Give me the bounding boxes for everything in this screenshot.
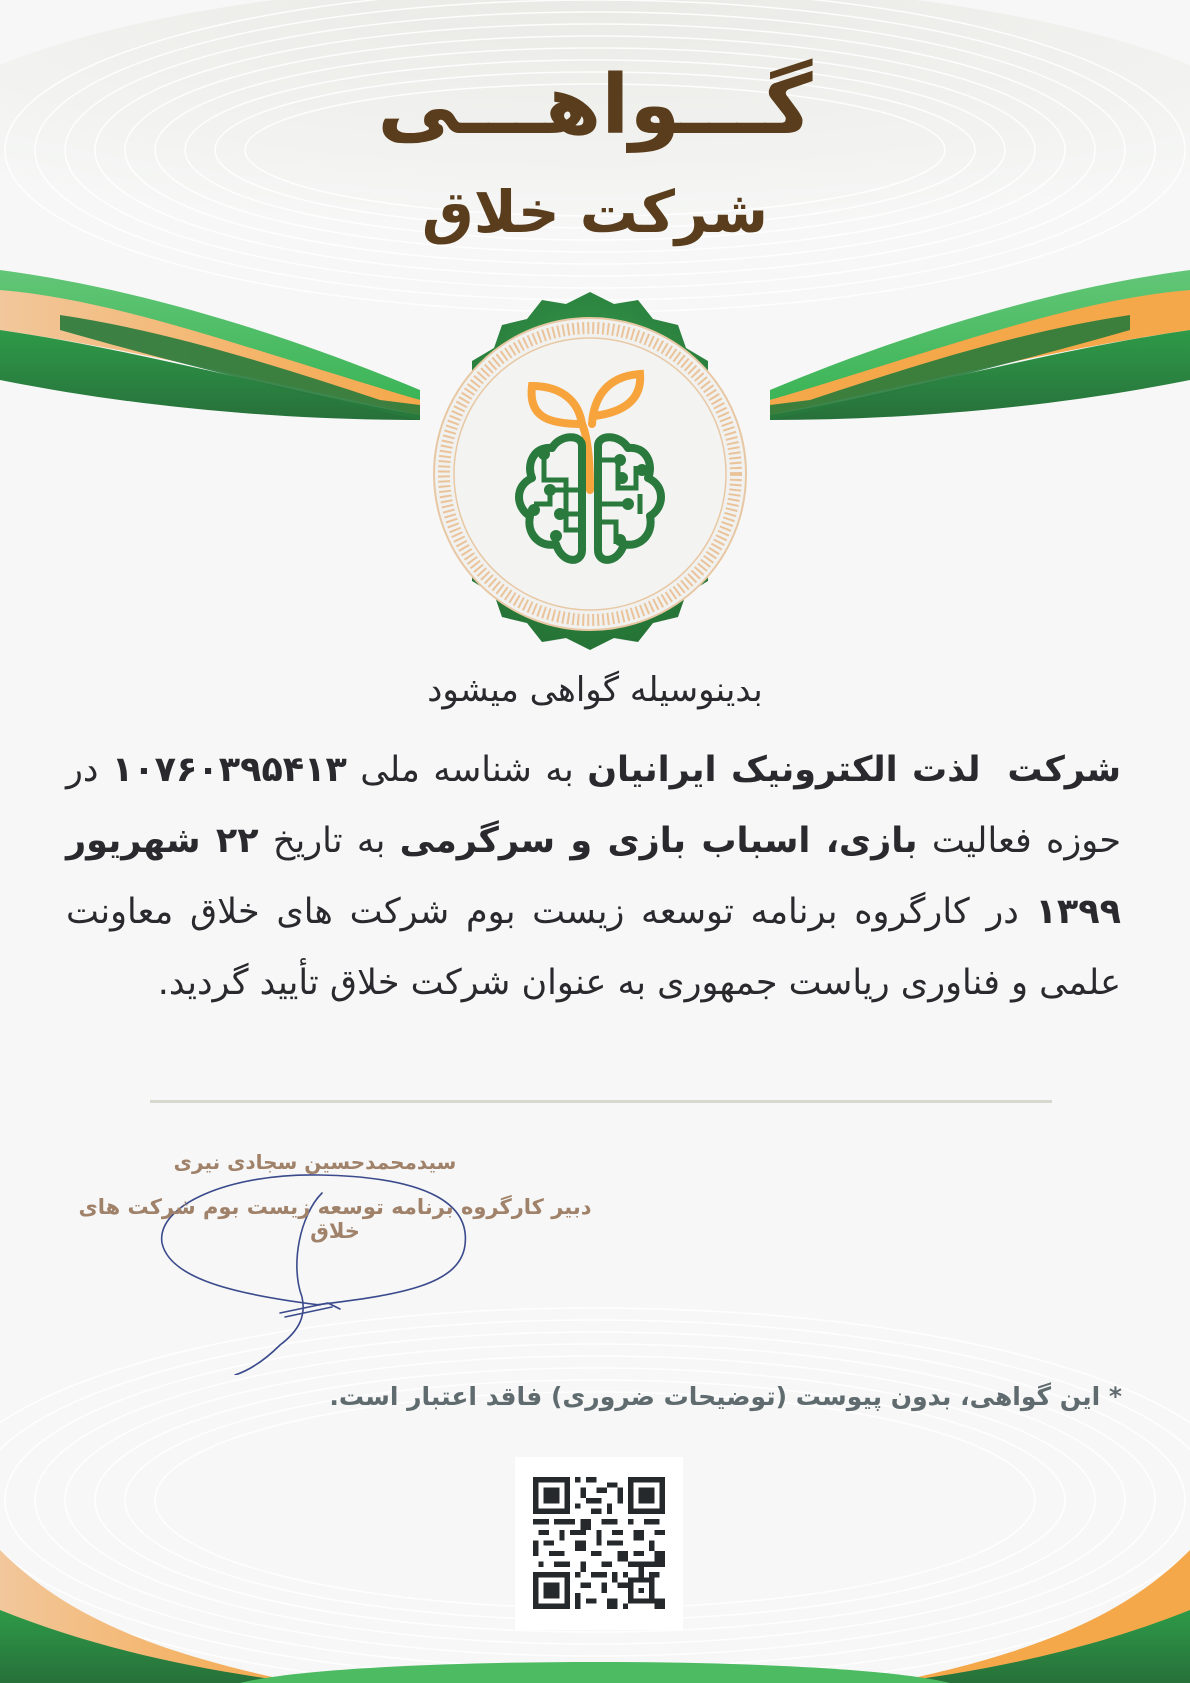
field-prefix: در حوزه فعالیت — [66, 750, 1121, 861]
national-id-prefix: به شناسه ملی — [346, 750, 588, 790]
certificate-subtitle: شرکت خلاق — [421, 178, 769, 246]
validity-note: * این گواهی، بدون پیوست (توضیحات ضروری) فاقد اعتبار است. — [329, 1382, 1122, 1411]
national-id: ۱۰۷۶۰۳۹۵۴۱۳ — [111, 750, 347, 790]
divider — [150, 1100, 1052, 1103]
signer-title: دبیر کارگروه برنامه توسعه زیست بوم شرکت های خلاق — [78, 1195, 592, 1243]
signature-block — [70, 1145, 600, 1375]
qr-code[interactable] — [515, 1457, 683, 1630]
certificate-title: گـــواهـــی — [377, 58, 813, 153]
handwritten-signature-icon — [70, 1145, 600, 1375]
signer-name: سیدمحمدحسین سجادی نیری — [173, 1150, 457, 1174]
company-label: شرکت — [1007, 750, 1121, 790]
certificate-intro: بدینوسیله گواهی میشود — [427, 670, 763, 710]
activity-field: بازی، اسباب بازی و سرگرمی — [399, 821, 918, 861]
date-prefix: به تاریخ — [258, 821, 400, 861]
company-name: لذت الکترونیک ایرانیان — [587, 750, 981, 790]
closing-text: در کارگروه برنامه توسعه زیست بوم شرکت های خلاق معاونت علمی و فناوری ریاست جمهوری به عنوان شرکت خلاق تأیید گردید. — [66, 892, 1121, 1003]
approval-date: ۲۲ شهریور ۱۳۹۹ — [66, 821, 1121, 932]
brain-sprout-seal-icon — [400, 278, 780, 658]
qr-code-icon — [533, 1477, 665, 1609]
certificate-body — [66, 735, 1121, 1019]
